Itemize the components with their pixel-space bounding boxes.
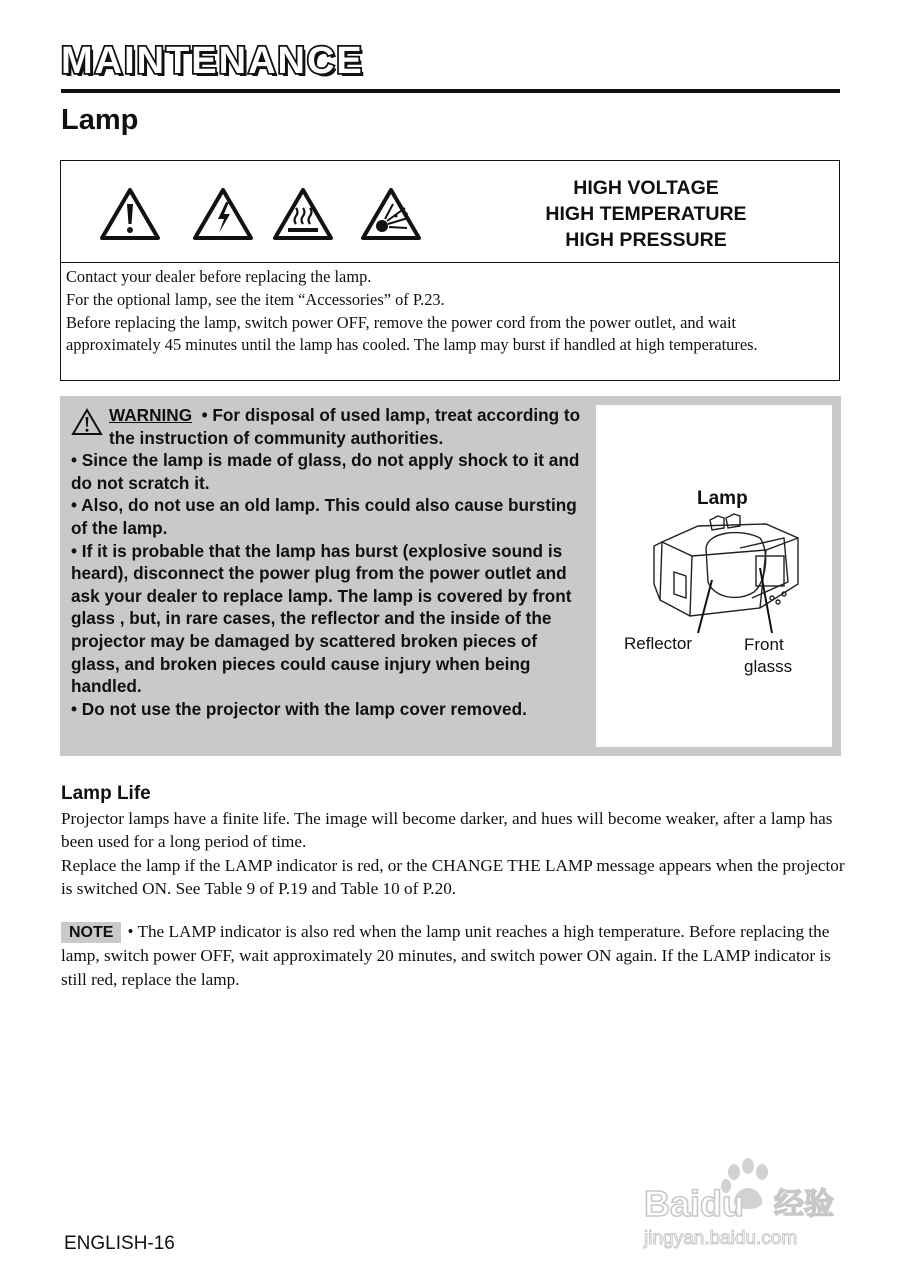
watermark-cn: 经验 — [774, 1187, 834, 1222]
lamp-diagram — [596, 405, 832, 747]
diagram-title: Lamp — [697, 488, 748, 509]
title-rule — [61, 89, 840, 93]
front-glass-label — [744, 634, 792, 678]
watermark-url: jingyan.baidu.com — [644, 1228, 798, 1249]
hot-surface-icon — [272, 186, 334, 242]
warning-icon — [71, 408, 103, 436]
hazard-paragraph: Before replacing the lamp, switch power OFF, remove the power cord from the power outlet, and wait approximately 45 minutes until the lamp has cooled. The lamp may burst if handled at high temperatures. — [66, 312, 758, 355]
front-glass-label-line: Front — [744, 635, 784, 654]
warning-panel — [60, 396, 841, 756]
warning-bullet: • For disposal of used lamp, treat according to the instruction of community authorities. — [109, 405, 581, 448]
section-subtitle: Lamp — [61, 104, 139, 136]
note-text: • The LAMP indicator is also red when the lamp unit reaches a high temperature. Before replacing the lamp, switch power OFF, wait approximately 20 minutes, and switch power ON again. If the LAMP indicator is still red, replace the lamp. — [61, 922, 831, 989]
lamp-life-paragraph: Replace the lamp if the LAMP indicator is red, or the CHANGE THE LAMP message appears when the projector is switched ON. See Table 9 of P.19 and Table 10 of P.20. — [61, 855, 845, 899]
hazard-box — [60, 160, 840, 381]
front-glass-label-line: glasss — [744, 657, 793, 676]
warning-first-item — [71, 404, 589, 449]
lamp-life-text — [61, 807, 851, 901]
reflector-label: Reflector — [624, 634, 693, 653]
hazard-line: HIGH TEMPERATURE — [545, 203, 747, 225]
explosion-icon — [360, 186, 422, 242]
note-badge: NOTE — [61, 922, 121, 943]
note-paragraph — [61, 920, 851, 992]
hazard-warning-lines — [506, 175, 786, 253]
lamp-unit-illustration — [648, 512, 808, 642]
hazard-header — [61, 161, 839, 263]
lamp-life-heading: Lamp Life — [61, 783, 151, 804]
watermark-brand: Baidu — [644, 1183, 745, 1224]
hazard-paragraph: Contact your dealer before replacing the lamp. — [66, 267, 372, 286]
warning-bullet: • Since the lamp is made of glass, do not apply shock to it and do not scratch it. — [71, 450, 580, 493]
hazard-line: HIGH VOLTAGE — [573, 177, 719, 199]
hazard-paragraph: For the optional lamp, see the item “Accessories” of P.23. — [66, 289, 445, 309]
page-title: MAINTENANCE — [61, 40, 364, 82]
page-number: ENGLISH-16 — [64, 1233, 175, 1254]
baidu-watermark — [642, 1152, 852, 1252]
caution-icon — [99, 186, 161, 242]
warning-label: WARNING — [109, 405, 193, 425]
warning-bullet: • Do not use the projector with the lamp cover removed. — [71, 698, 527, 719]
hazard-line: HIGH PRESSURE — [565, 229, 727, 251]
warning-bullet: • If it is probable that the lamp has burst (explosive sound is heard), disconnect the power plug from the power outlet and ask your dealer to replace lamp. The lamp is covered by front glass , but, in rare cases, the reflector and the inside of the projector may be damaged by scattered broken pieces of glass, and broken pieces could cause injury when being handled. — [71, 540, 572, 697]
warning-text — [71, 404, 589, 720]
warning-bullet: • Also, do not use an old lamp. This could also cause bursting of the lamp. — [71, 495, 577, 538]
hazard-instructions — [66, 266, 834, 357]
electric-shock-icon — [192, 186, 254, 242]
lamp-life-paragraph: Projector lamps have a finite life. The image will become darker, and hues will become weaker, after a lamp has been used for a long period of time. — [61, 809, 833, 852]
